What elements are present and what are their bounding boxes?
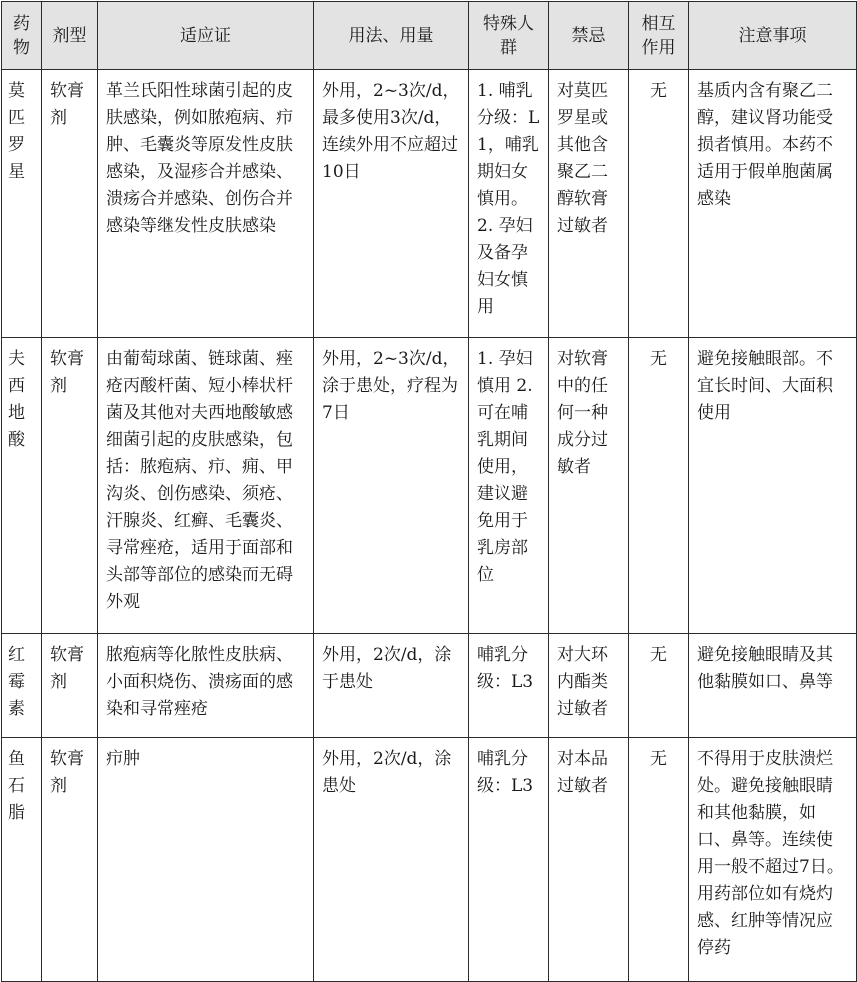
cell-indication: 脓疱病等化脓性皮肤病、小面积烧伤、溃疡面的感染和寻常痤疮	[98, 634, 314, 738]
cell-notes: 基质内含有聚乙二醇，建议肾功能受损者慎用。本药不适用于假单胞菌属感染	[689, 70, 857, 338]
cell-contra: 对莫匹罗星或其他含聚乙二醇软膏过敏者	[549, 70, 629, 338]
header-special: 特殊人群	[469, 2, 549, 70]
cell-drug: 莫匹罗星	[2, 70, 42, 338]
cell-usage: 外用，2次/d，涂于患处	[314, 634, 469, 738]
cell-usage: 外用，2~3次/d，最多使用3次/d，连续外用不应超过10日	[314, 70, 469, 338]
header-notes: 注意事项	[689, 2, 857, 70]
cell-notes: 避免接触眼部。不宜长时间、大面积使用	[689, 338, 857, 634]
cell-interaction: 无	[629, 70, 689, 338]
table-row	[2, 70, 857, 338]
cell-drug: 红霉素	[2, 634, 42, 738]
cell-special: 哺乳分级：L3	[469, 738, 549, 982]
cell-drug: 鱼石脂	[2, 738, 42, 982]
cell-notes: 不得用于皮肤溃烂处。避免接触眼睛和其他黏膜，如口、鼻等。连续使用一般不超过7日。用药部位如有烧灼感、红肿等情况应停药	[689, 738, 857, 982]
cell-interaction: 无	[629, 738, 689, 982]
cell-indication: 革兰氏阳性球菌引起的皮肤感染，例如脓疱病、疖肿、毛囊炎等原发性皮肤感染，及湿疹合并感染、溃疡合并感染、创伤合并感染等继发性皮肤感染	[98, 70, 314, 338]
cell-special: 哺乳分级：L3	[469, 634, 549, 738]
cell-contra: 对软膏中的任何一种成分过敏者	[549, 338, 629, 634]
cell-special: 1. 哺乳分级：L1，哺乳期妇女慎用。2. 孕妇及备孕妇女慎用	[469, 70, 549, 338]
cell-indication: 疖肿	[98, 738, 314, 982]
cell-interaction: 无	[629, 338, 689, 634]
header-contra: 禁忌	[549, 2, 629, 70]
cell-form: 软膏剂	[42, 738, 98, 982]
cell-indication: 由葡萄球菌、链球菌、痤疮丙酸杆菌、短小棒状杆菌及其他对夫西地酸敏感细菌引起的皮肤感染，包括：脓疱病、疖、痈、甲沟炎、创伤感染、须疮、汗腺炎、红癣、毛囊炎、寻常痤疮，适用于面部和头部等部位的感染而无碍外观	[98, 338, 314, 634]
header-interaction: 相互作用	[629, 2, 689, 70]
cell-contra: 对本品过敏者	[549, 738, 629, 982]
header-form: 剂型	[42, 2, 98, 70]
header-usage: 用法、用量	[314, 2, 469, 70]
drug-table	[1, 1, 857, 982]
cell-usage: 外用，2次/d，涂患处	[314, 738, 469, 982]
cell-form: 软膏剂	[42, 338, 98, 634]
header-indication: 适应证	[98, 2, 314, 70]
cell-interaction: 无	[629, 634, 689, 738]
cell-contra: 对大环内酯类过敏者	[549, 634, 629, 738]
cell-usage: 外用，2~3次/d，涂于患处，疗程为7日	[314, 338, 469, 634]
cell-drug: 夫西地酸	[2, 338, 42, 634]
table-header-row	[2, 2, 857, 70]
cell-form: 软膏剂	[42, 70, 98, 338]
table-row	[2, 338, 857, 634]
cell-form: 软膏剂	[42, 634, 98, 738]
cell-special: 1. 孕妇慎用 2. 可在哺乳期间使用，建议避免用于乳房部位	[469, 338, 549, 634]
table-row	[2, 634, 857, 738]
table-row	[2, 738, 857, 982]
header-drug: 药物	[2, 2, 42, 70]
cell-notes: 避免接触眼睛及其他黏膜如口、鼻等	[689, 634, 857, 738]
